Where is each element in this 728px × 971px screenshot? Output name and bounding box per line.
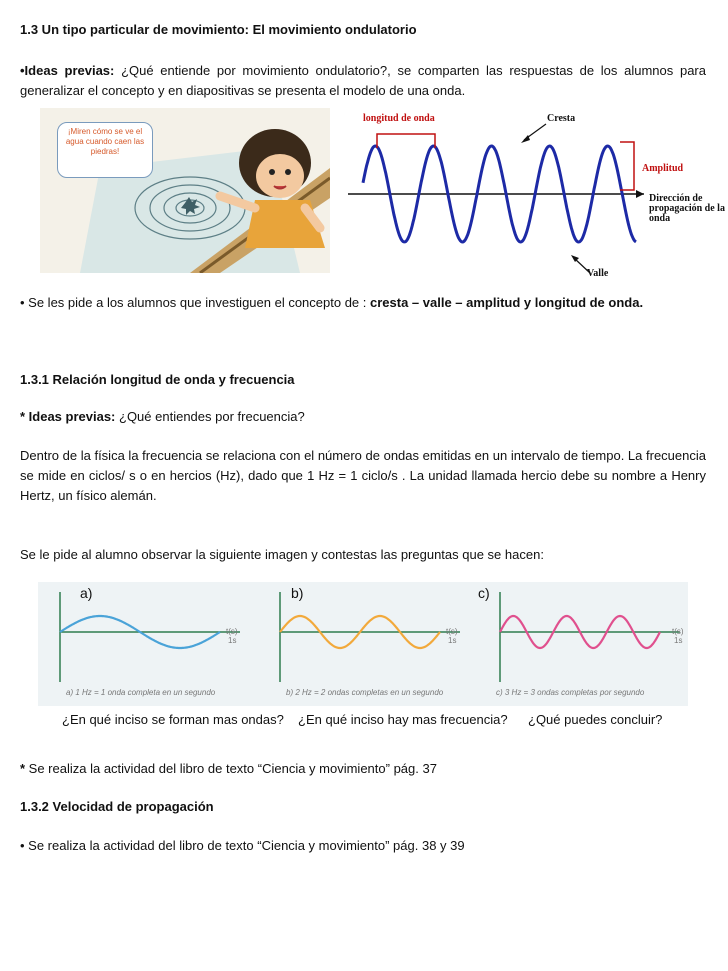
research-terms: cresta – valle – amplitud y longitud de onda. xyxy=(370,295,644,310)
frequency-definition-paragraph: Dentro de la física la frecuencia se relaciona con el número de ondas emitidas en un intervalo de tiempo. La frecuencia se mide en ciclos/ s o en hercios (Hz), dado que 1 Hz = 1 ciclo/s . La unidad llamada hercio debe su nombre a Henry Hertz, un físico alemán. xyxy=(20,448,706,503)
panel-b-label: b) xyxy=(291,585,304,601)
panel-a-caption: a) 1 Hz = 1 onda completa en un segundo xyxy=(66,688,216,697)
propagation-direction-label: Dirección de propagación de la onda xyxy=(649,193,725,224)
panel-c-label: c) xyxy=(478,585,490,601)
research-text: • Se les pide a los alumnos que investiguen el concepto de : xyxy=(20,295,370,310)
wavelength-label: longitud de onda xyxy=(363,113,435,124)
speech-bubble: ¡Miren cómo se ve el agua cuando caen las piedras! xyxy=(57,122,153,178)
frequency-ideas-text: ¿Qué entiendes por frecuencia? xyxy=(115,409,305,424)
activity-p37-text: Se realiza la actividad del libro de texto “Ciencia y movimiento” pág. 37 xyxy=(25,761,437,776)
ideas-previas-text: ¿Qué entiende por movimiento ondulatorio?, se comparten las respuestas de los alumnos para generalizar el concepto y en diapositivas se presenta el modelo de una onda. xyxy=(20,63,706,98)
section-heading-1-3-1: 1.3.1 Relación longitud de onda y frecuencia xyxy=(20,372,295,387)
question-3: ¿Qué puedes concluir? xyxy=(528,712,663,727)
frequency-ideas-paragraph xyxy=(20,407,706,427)
activity-p38-39: • Se realiza la actividad del libro de texto “Ciencia y movimiento” pág. 38 y 39 xyxy=(20,838,465,853)
section-heading-1-3-2: 1.3.2 Velocidad de propagación xyxy=(20,799,214,814)
question-2: ¿En qué inciso hay mas frecuencia? xyxy=(298,712,508,727)
valley-label: Valle xyxy=(587,268,609,279)
panel-c-caption: c) 3 Hz = 3 ondas completas por segundo xyxy=(496,688,645,697)
section-heading-1-3: 1.3 Un tipo particular de movimiento: El movimiento ondulatorio xyxy=(20,22,417,37)
crest-label: Cresta xyxy=(547,113,576,124)
panel-a-unit-label: 1s xyxy=(228,636,237,645)
panel-b-unit-label: 1s xyxy=(448,636,457,645)
panel-a-axis-label: t(s) xyxy=(226,627,238,636)
panel-b-axis-label: t(s) xyxy=(446,627,458,636)
frequency-ideas-label: * Ideas previas: xyxy=(20,409,116,424)
question-1: ¿En qué inciso se forman mas ondas? xyxy=(62,712,284,727)
panel-c-axis-label: t(s) xyxy=(672,627,684,636)
activity-p37 xyxy=(20,759,706,779)
panel-c-unit-label: 1s xyxy=(674,636,683,645)
research-paragraph xyxy=(20,293,706,313)
amplitude-label: Amplitud xyxy=(642,163,684,174)
ideas-previas-label: •Ideas previas: xyxy=(20,63,115,78)
observe-instruction: Se le pide al alumno observar la siguiente imagen y contestas las preguntas que se hacen: xyxy=(20,547,544,562)
ideas-previas-paragraph xyxy=(20,61,706,101)
activity-star: * xyxy=(20,761,26,776)
panel-b-caption: b) 2 Hz = 2 ondas completas en un segundo xyxy=(286,688,444,697)
panel-a-label: a) xyxy=(80,585,93,601)
